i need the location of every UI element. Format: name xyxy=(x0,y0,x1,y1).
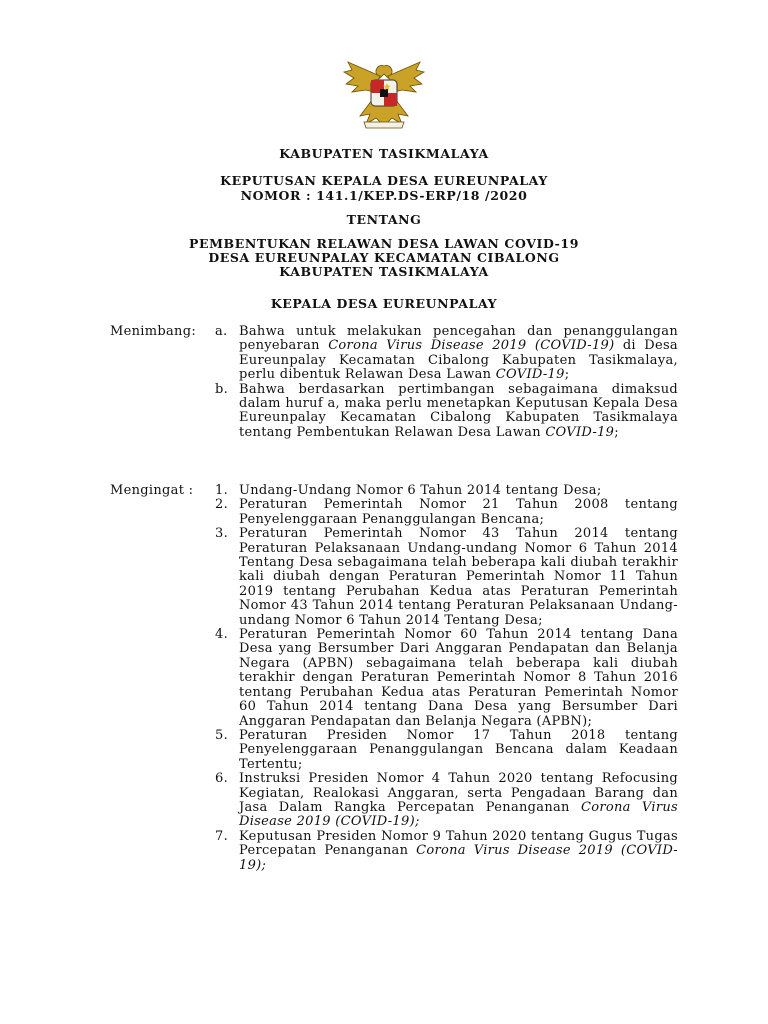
item-mark: 1. xyxy=(215,483,229,498)
mengingat-section: Mengingat : 1. Undang-Undang Nomor 6 Tahun 2014 tentang Desa; 2. Peraturan Pemerintah Nomor 21 Tahun 2008 tentang Penyelenggaraan Penanggulangan Bencana; 3. Peraturan Pemerintah Nomor 43 Tahun 2014 tentang Peraturan Pelaksanaan Undang-undang Nomor 6 Tahun 2014 Tentang Desa sebagaimana telah beberapa kali diubah terakhir kali diubah dengan Peraturan Pemerintah Nomor 11 Tahun 2019 tentang Perubahan Kedua atas Peraturan Pemerintah Nomor 43 Tahun 2014 tentang Peraturan Pelaksanaan Undang-undang Nomor 6 Tahun 2014 Tentang Desa; 4. Peraturan Pemerintah Nomor 60 Tahun 2014 tentang Dana Desa yang Bersumber Dari Anggaran Pendapatan dan Belanja Negara (APBN) sebagaimana telah beberapa kali diubah terakhir dengan Peraturan Pemerintah Nomor 8 Tahun 2016 tentang Perubahan Kedua atas Peraturan Pemerintah Nomor 60 Tahun 2014 tentang Dana Desa yang Bersumber Dari Anggaran Pendapatan dan Belanja Negara (APBN); 5. Peraturan Presiden Nomor 17 Tahun 2018 tentang Penyelenggaraan Penanggulangan Bencana dalam Keadaan Tertentu; 6. Instruksi Presiden Nomor 4 Tahun 2020 tentang Refocusing Kegiatan, Realokasi Anggaran, serta Pengadaan Barang dan Jasa Dalam Rangka Percepatan Penanganan Corona Virus Disease 2019 (COVID-19); 7. Keputusan Presiden Nomor 9 Tahun 2020 tentang Gugus Tugas Percepatan Penanganan Corona Virus Disease 2019 (COVID-19); xyxy=(110,483,679,873)
mengingat-item: 2. Peraturan Pemerintah Nomor 21 Tahun 2008 tentang Penyelenggaraan Penanggulangan Bencana; xyxy=(215,497,678,527)
menimbang-label: Menimbang xyxy=(110,324,192,339)
mengingat-item: 3. Peraturan Pemerintah Nomor 43 Tahun 2014 tentang Peraturan Pelaksanaan Undang-undang Nomor 6 Tahun 2014 Tentang Desa sebagaimana telah beberapa kali diubah terakhir kali diubah dengan Peraturan Pemerintah Nomor 11 Tahun 2019 tentang Perubahan Kedua atas Peraturan Pemerintah Nomor 43 Tahun 2014 tentang Peraturan Pelaksanaan Undang-undang Nomor 6 Tahun 2014 Tentang Desa; xyxy=(215,526,678,628)
subject-line-3: KABUPATEN TASIKMALAYA xyxy=(279,264,489,279)
item-mark: b. xyxy=(215,381,229,397)
mengingat-item: 4. Peraturan Pemerintah Nomor 60 Tahun 2014 tentang Dana Desa yang Bersumber Dari Anggaran Pendapatan dan Belanja Negara (APBN) sebagaimana telah beberapa kali diubah terakhir dengan Peraturan Pemerintah Nomor 8 Tahun 2016 tentang Perubahan Kedua atas Peraturan Pemerintah Nomor 60 Tahun 2014 tentang Dana Desa yang Bersumber Dari Anggaran Pendapatan dan Belanja Negara (APBN); xyxy=(215,627,678,729)
item-mark: 7. xyxy=(215,828,229,844)
mengingat-item: 5. Peraturan Presiden Nomor 17 Tahun 2018 tentang Penyelenggaraan Penanggulangan Bencana dalam Keadaan Tertentu; xyxy=(215,727,678,772)
item-mark: 2. xyxy=(215,497,229,513)
decree-title: KEPUTUSAN KEPALA DESA EUREUNPALAY xyxy=(220,173,548,188)
menimbang-section: Menimbang: a. Bahwa untuk melakukan pencegahan dan penanggulangan penyebaran Corona Virus Disease 2019 (COVID-19) di Desa Eureunpalay Kecamatan Cibalong Kabupaten Tasikmalaya, perlu dibentuk Relawan Desa Lawan COVID-19; b. Bahwa berdasarkan pertimbangan sebagaimana dimaksud dalam huruf a, maka perlu menetapkan Keputusan Kepala Desa Eureunpalay Kecamatan Cibalong Kabupaten Tasikmalaya tentang Pembentukan Relawan Desa Lawan COVID-19; xyxy=(110,324,678,440)
item-mark: 3. xyxy=(215,526,229,542)
item-mark: 6. xyxy=(215,771,229,787)
menimbang-item: b. Bahwa berdasarkan pertimbangan sebagaimana dimaksud dalam huruf a, maka perlu menetapkan Keputusan Kepala Desa Eureunpalay Kecamatan Cibalong Kabupaten Tasikmalaya tentang Pembentukan Relawan Desa Lawan COVID-19; xyxy=(215,381,678,440)
garuda-emblem xyxy=(340,56,428,132)
decree-number: NOMOR : 141.1/KEP.DS-ERP/18 /2020 xyxy=(240,188,528,203)
about-heading: TENTANG xyxy=(346,212,422,227)
menimbang-item: a. Bahwa untuk melakukan pencegahan dan penanggulangan penyebaran Corona Virus Disease 2019 (COVID-19) di Desa Eureunpalay Kecamatan Cibalong Kabupaten Tasikmalaya, perlu dibentuk Relawan Desa Lawan COVID-19; xyxy=(215,324,678,383)
regency-heading: KABUPATEN TASIKMALAYA xyxy=(279,146,489,161)
mengingat-item: 7. Keputusan Presiden Nomor 9 Tahun 2020 tentang Gugus Tugas Percepatan Penanganan Corona Virus Disease 2019 (COVID-19); xyxy=(215,828,678,873)
item-mark: 5. xyxy=(215,727,229,743)
mengingat-item: 6. Instruksi Presiden Nomor 4 Tahun 2020 tentang Refocusing Kegiatan, Realokasi Anggaran, serta Pengadaan Barang dan Jasa Dalam Rangka Percepatan Penanganan Corona Virus Disease 2019 (COVID-19); xyxy=(215,771,679,830)
mengingat-item: 1. Undang-Undang Nomor 6 Tahun 2014 tentang Desa; xyxy=(215,483,602,498)
item-mark: a. xyxy=(215,324,228,339)
subject-line-2: DESA EUREUNPALAY KECAMATAN CIBALONG xyxy=(208,250,560,265)
issuer-heading: KEPALA DESA EUREUNPALAY xyxy=(270,296,498,311)
item-mark: 4. xyxy=(215,627,229,643)
mengingat-label: Mengingat xyxy=(110,483,185,498)
subject-line-1: PEMBENTUKAN RELAWAN DESA LAWAN COVID-19 xyxy=(188,236,580,251)
